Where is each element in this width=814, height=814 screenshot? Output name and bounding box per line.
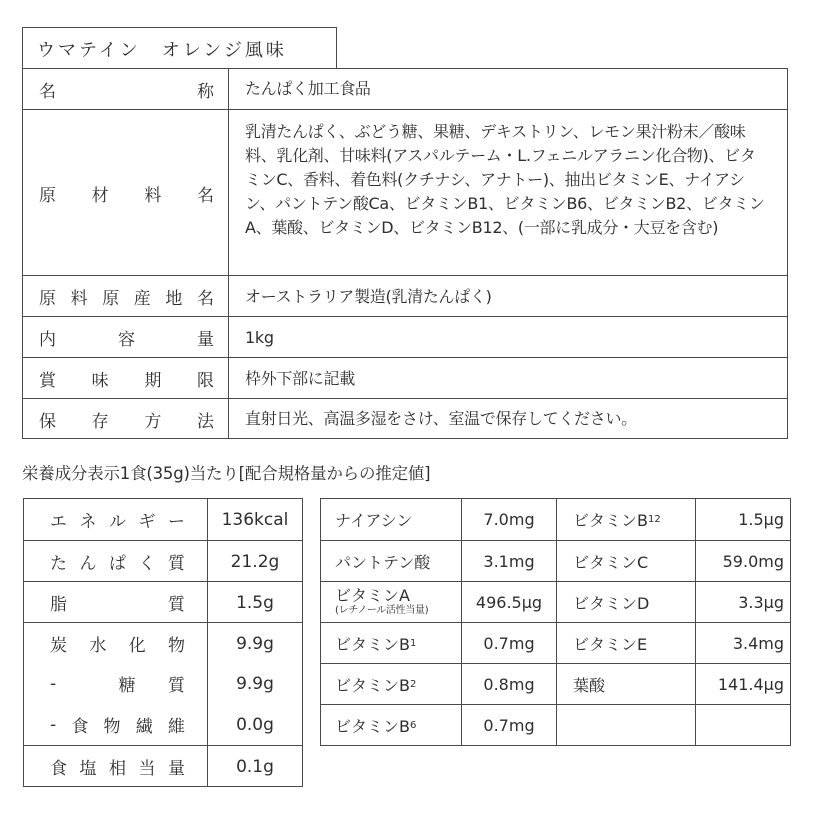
vitamin-name: 葉酸 [557,664,696,705]
vitamin-value: 3.3μg [738,593,784,612]
nutrition-row-salt [24,745,302,787]
vitamin-row [321,663,790,705]
vitamin-note: (レチノール活性当量) [335,604,429,616]
vitamin-row [321,581,790,623]
nutrition-row-fat [24,581,302,623]
info-value: オーストラリア製造(乳清たんぱく) [245,286,492,306]
info-label: 内 容 量 [23,317,229,358]
vitamin-value: 0.7mg [462,623,557,664]
vitamin-name: ビタミンB 6 [321,705,462,746]
nutrition-row-energy [24,499,302,540]
vitamin-value: 3.1mg [462,541,557,582]
info-row-best-before [23,357,787,399]
nutrition-value: 136kcal [221,509,289,530]
vitamin-value: 0.8mg [462,664,557,705]
vitamin-name-empty [557,705,696,746]
info-label: 名 称 [23,69,229,109]
info-row-name [23,69,787,109]
vitamin-name: ビタミンB 2 [321,664,462,705]
info-row-ingredients [23,109,787,276]
nutrition-value: 9.9g [236,673,274,694]
nutrition-label: た ん ぱ く 質 [24,541,208,582]
info-value: 乳清たんぱく、ぶどう糖、果糖、デキストリン、レモン果汁粉末／酸味料、乳化剤、甘味料(アスパルテーム・L.フェニルアラニン化合物)、ビタミンC、香料、着色料(クチナシ、アナトー)、抽出ビタミンE、ナイアシン、パントテン酸Ca、ビタミンB1、ビタミンB6、ビタミンB2、ビタミンA、葉酸、ビタミンD、ビタミンB12、(一部に乳成分・大豆を含む) [245,122,765,237]
nutrition-value: 0.0g [236,714,274,735]
nutrition-label: 脂 質 [24,582,208,623]
info-row-origin [23,275,787,317]
nutrition-label: エ ネ ル ギ ー [24,499,208,540]
vitamin-name: ビタミンC [557,541,696,582]
info-row-storage [23,398,787,439]
vitamin-row [321,704,790,746]
vitamin-value: 141.4μg [717,675,784,694]
vitamin-name: ビタミンB 12 [557,499,696,540]
vitamin-row [321,499,790,540]
product-title: ウマテイン オレンジ風味 [22,27,337,69]
vitamin-value: 1.5μg [738,510,784,529]
vitamin-value: 7.0mg [462,499,557,540]
nutrition-row-protein [24,540,302,582]
nutrition-value: 1.5g [236,592,274,613]
info-label: 保 存 方 法 [23,399,229,439]
nutrition-row-sugar [24,663,302,704]
info-label: 原 材 料 名 [23,110,229,276]
info-value: たんぱく加工食品 [245,79,371,98]
vitamin-name: ビタミンB 1 [321,623,462,664]
nutrition-value: 21.2g [230,551,280,572]
vitamin-name: ビタミンD [557,582,696,623]
nutrition-row-carbohydrate [24,622,302,664]
vitamin-value-empty [696,705,790,746]
nutrition-table-main [23,498,303,787]
nutrition-value: 9.9g [236,633,274,654]
info-label: 原 料 原 産 地 名 [23,276,229,317]
vitamin-value: 496.5μg [462,582,557,623]
vitamin-name: ビタミンE [557,623,696,664]
vitamin-row [321,622,790,664]
vitamin-value: 3.4mg [732,634,784,653]
info-value: 枠外下部に記載 [245,368,355,388]
nutrition-label: - 食 物 繊 維 [24,704,208,745]
nutrition-row-fiber [24,704,302,745]
vitamin-name: ビタミンA (レチノール活性当量) [321,582,462,623]
nutrition-table-vitamins [320,498,791,746]
vitamin-value: 59.0mg [722,552,784,571]
info-row-contents [23,316,787,358]
info-value: 直射日光、高温多湿をさけ、室温で保存してください。 [245,409,637,428]
nutrition-label: - 糖 質 [24,663,208,704]
nutrition-label: 食 塩 相 当 量 [24,746,208,787]
vitamin-value: 0.7mg [462,705,557,746]
nutrition-label: 炭 水 化 物 [24,623,208,664]
nutrition-heading: 栄養成分表示1食(35g)当たり[配合規格量からの推定値] [22,464,431,483]
vitamin-name: ナイアシン [321,499,462,540]
vitamin-row [321,540,790,582]
product-info-table [22,68,788,439]
vitamin-name: パントテン酸 [321,541,462,582]
info-label: 賞 味 期 限 [23,358,229,399]
info-value: 1kg [245,327,274,347]
nutrition-value: 0.1g [236,756,274,777]
